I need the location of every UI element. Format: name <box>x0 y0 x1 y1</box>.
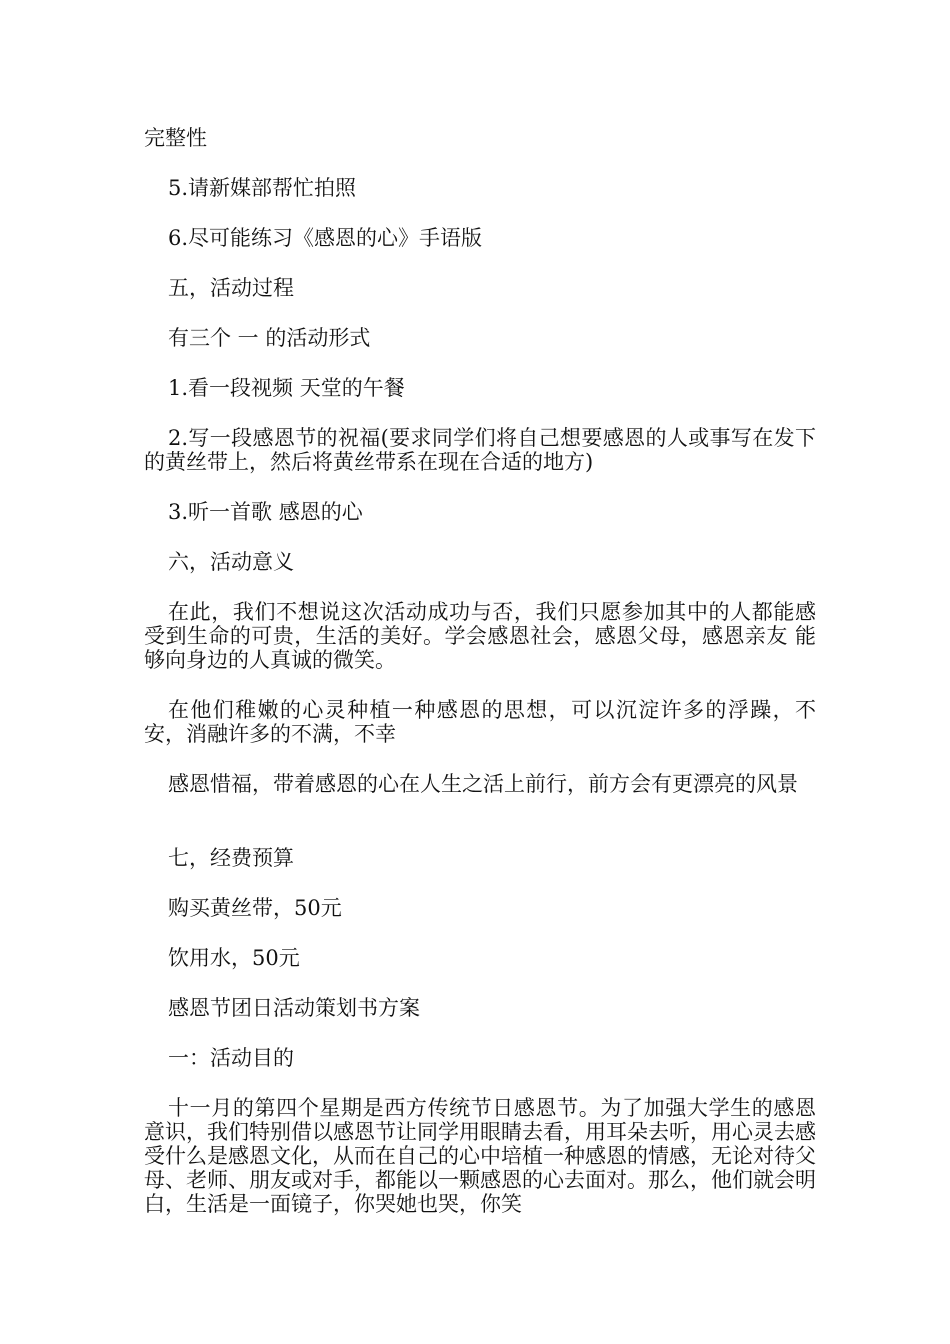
document-subtitle: 感恩节团日活动策划书方案 <box>168 996 420 1020</box>
section-heading-5: 五，活动过程 <box>168 276 294 300</box>
section-heading-1: 一：活动目的 <box>168 1046 294 1070</box>
paragraph-meaning-2: 在他们稚嫩的心灵种植一种感恩的思想，可以沉淀许多的浮躁，不安，消融许多的不满，不幸 <box>144 698 816 746</box>
list-item-6: 6.尽可能练习《感恩的心》手语版 <box>168 226 483 250</box>
list-item-2: 2.写一段感恩节的祝福(要求同学们将自己想要感恩的人或事写在发下的黄丝带上，然后将黄丝带系在现在合适的地方) <box>144 426 816 474</box>
list-item-1: 1.看一段视频 天堂的午餐 <box>168 376 405 400</box>
paragraph-purpose: 十一月的第四个星期是西方传统节日感恩节。为了加强大学生的感恩意识，我们特别借以感恩节让同学用眼睛去看，用耳朵去听，用心灵去感受什么是感恩文化，从而在自己的心中培植一种感恩的情感，无论对待父母、老师、朋友或对手，都能以一颗感恩的心去面对。那么，他们就会明白，生活是一面镜子，你哭她也哭，你笑 <box>144 1096 816 1216</box>
budget-item-ribbon: 购买黄丝带，50元 <box>168 896 342 920</box>
paragraph-activity-forms: 有三个 一 的活动形式 <box>168 326 371 350</box>
budget-item-water: 饮用水，50元 <box>168 946 300 970</box>
paragraph-continuation: 完整性 <box>144 126 207 150</box>
list-item-5: 5.请新媒部帮忙拍照 <box>168 176 357 200</box>
section-heading-7: 七，经费预算 <box>168 846 294 870</box>
paragraph-meaning-3: 感恩惜福，带着感恩的心在人生之活上前行，前方会有更漂亮的风景 <box>168 772 798 796</box>
section-heading-6: 六，活动意义 <box>168 550 294 574</box>
list-item-3: 3.听一首歌 感恩的心 <box>168 500 363 524</box>
paragraph-meaning-1: 在此，我们不想说这次活动成功与否，我们只愿参加其中的人都能感受到生命的可贵，生活的美好。学会感恩社会，感恩父母，感恩亲友 能够向身边的人真诚的微笑。 <box>144 600 816 672</box>
